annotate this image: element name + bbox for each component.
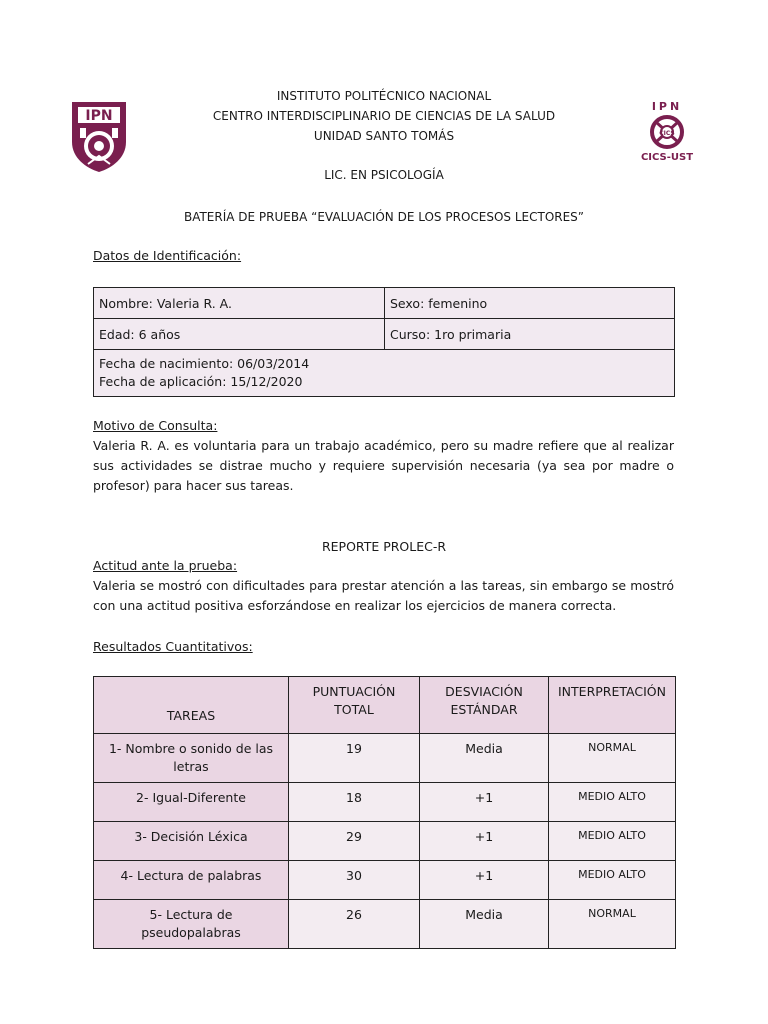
interpretation-cell: NORMAL xyxy=(549,900,676,949)
header-deviation-line1: DESVIACIÓN xyxy=(445,684,523,699)
deviation-cell: +1 xyxy=(420,822,549,861)
table-row xyxy=(94,783,676,822)
unit-name: UNIDAD SANTO TOMÁS xyxy=(313,129,455,143)
table-row xyxy=(94,861,676,900)
score-cell: 19 xyxy=(289,734,420,783)
id-course: Curso: 1ro primaria xyxy=(385,319,675,350)
deviation-cell: +1 xyxy=(420,783,549,822)
task-cell: 4- Lectura de palabras xyxy=(94,861,289,900)
battery-title: BATERÍA DE PRUEBA “EVALUACIÓN DE LOS PROCESOS LECTORES” xyxy=(183,210,585,224)
score-cell: 29 xyxy=(289,822,420,861)
interpretation-cell: MEDIO ALTO xyxy=(549,822,676,861)
ipn-logo-text: IPN xyxy=(85,108,113,124)
deviation-cell: Media xyxy=(420,900,549,949)
identification-table xyxy=(93,287,675,397)
task-cell xyxy=(94,734,289,783)
id-application-date: Fecha de aplicación: 15/12/2020 xyxy=(99,374,303,389)
table-row xyxy=(94,822,676,861)
attitude-title: Actitud ante la prueba: xyxy=(93,558,238,573)
score-cell: 18 xyxy=(289,783,420,822)
task-label-line2: letras xyxy=(173,759,209,774)
id-sex: Sexo: femenino xyxy=(385,288,675,319)
deviation-cell: Media xyxy=(420,734,549,783)
score-cell: 26 xyxy=(289,900,420,949)
id-birth-date: Fecha de nacimiento: 06/03/2014 xyxy=(99,356,310,371)
header-score xyxy=(289,677,420,734)
consult-title: Motivo de Consulta: xyxy=(93,418,218,433)
task-cell: 2- Igual-Diferente xyxy=(94,783,289,822)
task-label-line1: 1- Nombre o sonido de las xyxy=(108,741,274,756)
header-interpretation: INTERPRETACIÓN xyxy=(549,677,676,734)
institution-name: INSTITUTO POLITÉCNICO NACIONAL xyxy=(276,89,492,103)
task-cell: 3- Decisión Léxica xyxy=(94,822,289,861)
attitude-text: Valeria se mostró con dificultades para prestar atención a las tareas, sin embargo se mostró con una actitud positiva esforzándose en realizar los ejercicios de manera correcta. xyxy=(93,578,674,613)
header-task: TAREAS xyxy=(94,677,289,734)
header-score-line1: PUNTUACIÓN xyxy=(312,684,396,699)
id-age: Edad: 6 años xyxy=(94,319,385,350)
results-title: Resultados Cuantitativos: xyxy=(93,639,253,654)
cics-logo-mark-text: CICS xyxy=(659,130,675,137)
table-row xyxy=(94,734,676,783)
career-name: LIC. EN PSICOLOGÍA xyxy=(324,168,444,182)
header-deviation xyxy=(420,677,549,734)
task-label-line2: pseudopalabras xyxy=(141,925,241,940)
id-name: Nombre: Valeria R. A. xyxy=(94,288,385,319)
interpretation-cell: MEDIO ALTO xyxy=(549,861,676,900)
results-header-row xyxy=(94,677,676,734)
interpretation-cell: MEDIO ALTO xyxy=(549,783,676,822)
cics-logo-bottom-text: CICS-UST xyxy=(640,152,694,163)
deviation-cell: +1 xyxy=(420,861,549,900)
consult-text: Valeria R. A. es voluntaria para un trabajo académico, pero su madre refiere que al realizar sus actividades se distrae mucho y requiere supervisión necesaria (ya sea por madre o profesor) para hacer sus tareas. xyxy=(93,438,674,493)
results-table xyxy=(93,676,676,949)
id-dates xyxy=(94,350,675,397)
cics-logo-top-text: IPN xyxy=(651,100,683,113)
report-title: REPORTE PROLEC-R xyxy=(321,539,447,554)
header-deviation-line2: ESTÁNDAR xyxy=(450,702,518,717)
center-name: CENTRO INTERDISCIPLINARIO DE CIENCIAS DE LA SALUD xyxy=(212,109,556,123)
task-label-line1: 5- Lectura de xyxy=(149,907,233,922)
table-row xyxy=(94,900,676,949)
identification-title: Datos de Identificación: xyxy=(93,248,242,263)
task-cell xyxy=(94,900,289,949)
header-score-line2: TOTAL xyxy=(334,702,374,717)
interpretation-cell: NORMAL xyxy=(549,734,676,783)
score-cell: 30 xyxy=(289,861,420,900)
